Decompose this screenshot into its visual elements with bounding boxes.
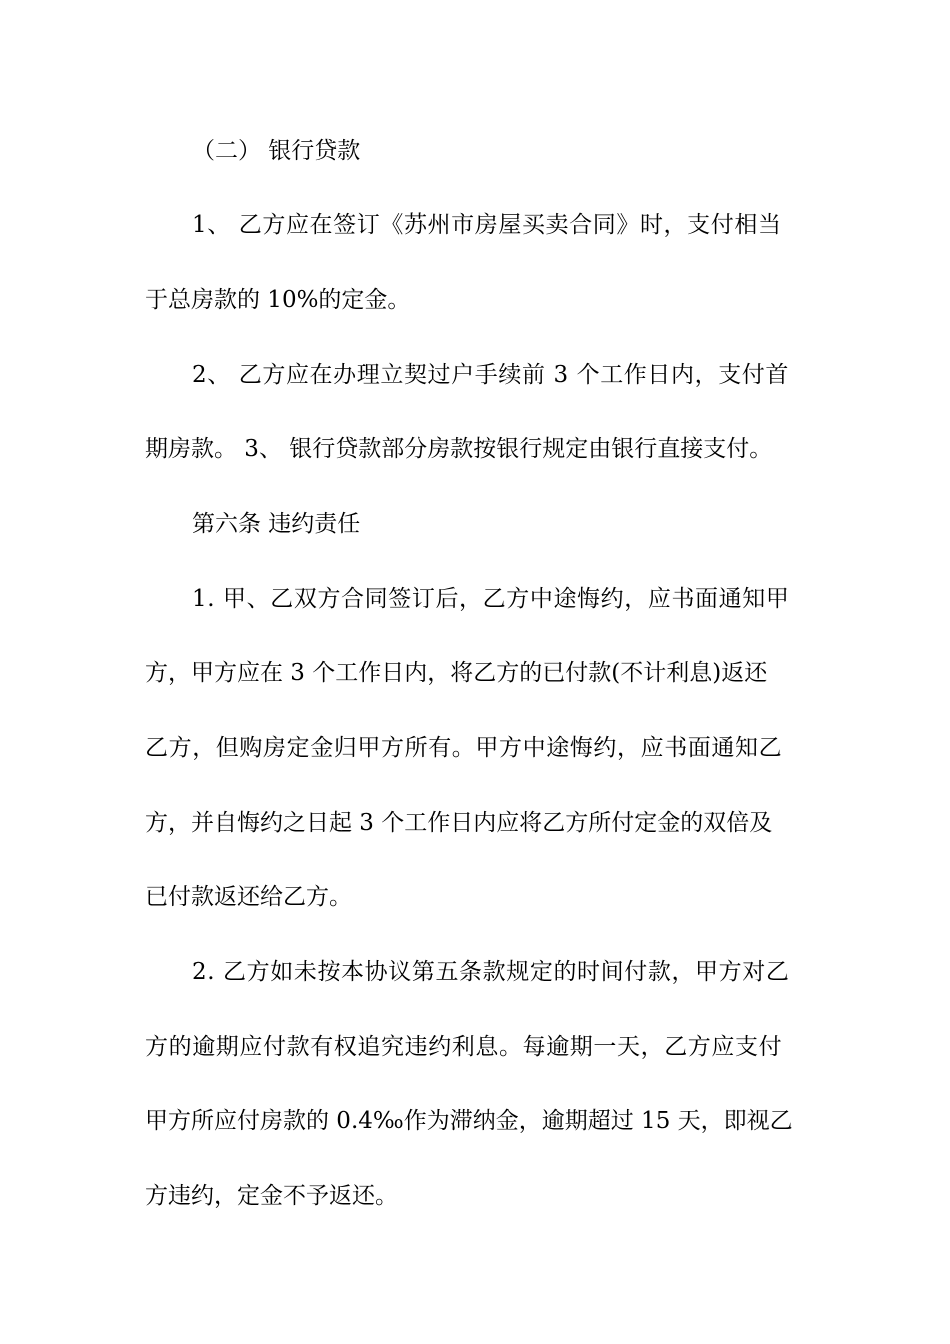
paragraph-line: 于总房款的 10%的定金。 (145, 287, 411, 313)
paragraph-line: 方，并自悔约之日起 3 个工作日内应将乙方所付定金的双倍及 (145, 810, 773, 836)
paragraph-line: 方的逾期应付款有权追究违约利息。每逾期一天，乙方应支付 (145, 1034, 783, 1060)
paragraph-line: 乙方，但购房定金归甲方所有。甲方中途悔约，应书面通知乙 (145, 735, 783, 761)
paragraph-line: 1、 乙方应在签订《苏州市房屋买卖合同》时，支付相当 (192, 212, 782, 238)
section-heading-bank-loan: （二） 银行贷款 (192, 138, 361, 164)
paragraph-line: 已付款返还给乙方。 (145, 884, 352, 910)
paragraph-line: 2. 乙方如未按本协议第五条款规定的时间付款，甲方对乙 (192, 959, 790, 985)
paragraph-line: 方，甲方应在 3 个工作日内，将乙方的已付款(不计利息)返还 (145, 660, 768, 686)
paragraph-line: 2、 乙方应在办理立契过户手续前 3 个工作日内，支付首 (192, 362, 789, 388)
paragraph-line: 1. 甲、乙双方合同签订后，乙方中途悔约，应书面通知甲 (192, 586, 790, 612)
article-heading-breach-liability: 第六条 违约责任 (192, 511, 361, 537)
paragraph-line: 方违约，定金不予返还。 (145, 1183, 398, 1209)
paragraph-line: 期房款。 3、 银行贷款部分房款按银行规定由银行直接支付。 (145, 436, 773, 462)
paragraph-line: 甲方所应付房款的 0.4‰作为滞纳金，逾期超过 15 天，即视乙 (145, 1108, 793, 1134)
